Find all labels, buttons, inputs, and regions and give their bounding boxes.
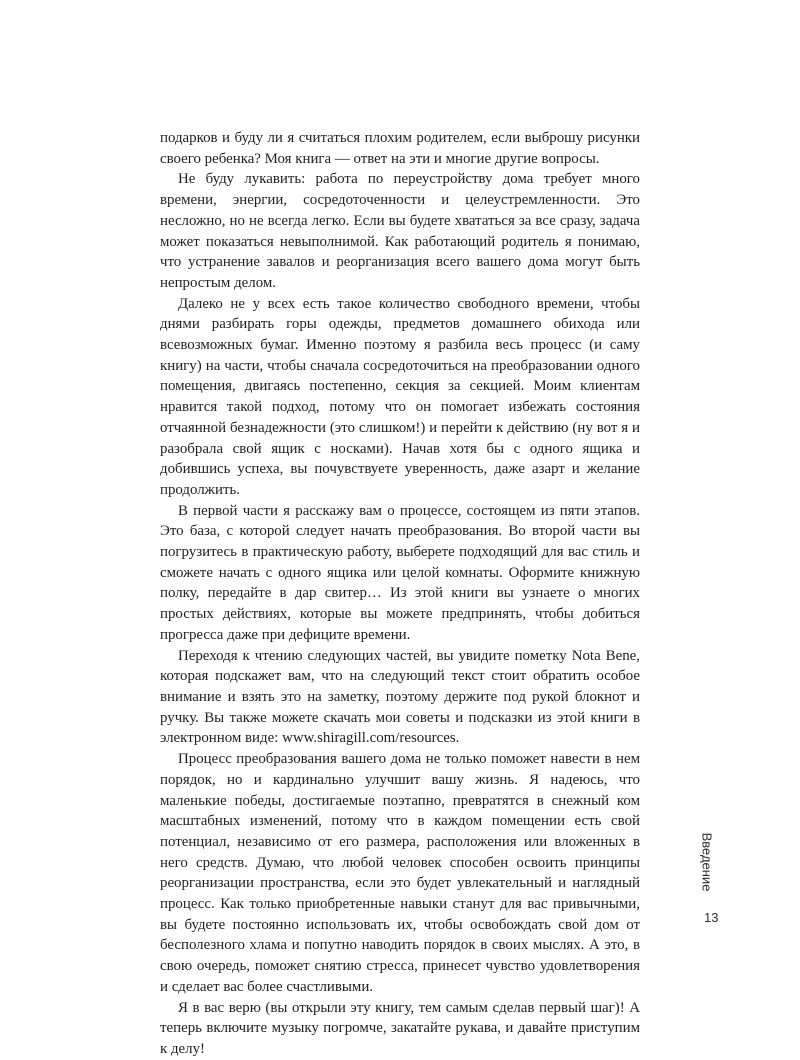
paragraph-3: Далеко не у всех есть такое количество свободного времени, чтобы днями разбирать горы одежды, предметов домашнего обихода или всевозможных бумаг. Именно поэтому я разбила весь процесс (и саму книгу) на части, чтобы сначала сосредоточиться на преобразовании одного помещения, двигаясь постепенно, секция за секцией. Моим клиентам нравится такой подход, потому что он помогает избежать состояния отчаянной безнадежности (это слишком!) и перейти к действию (ну вот я и разобрала свой ящик с носками). Начав хотя бы с одного ящика и добившись успеха, вы почувствуете уверенность, даже азарт и желание продолжить. — [160, 295, 640, 498]
chapter-label-text: Введение — [699, 832, 715, 892]
paragraph-6: Процесс преобразования вашего дома не только поможет навести в нем порядок, но и кардинально улучшит вашу жизнь. Я надеюсь, что маленькие победы, достигаемые поэтапно, превратятся в снежный ком масштабных изменений, потому что в каждом помещении есть свой потенциал, независимо от его размера, расположения или вложенных в него средств. Думаю, что любой человек способен освоить принципы реорганизации пространства, если это будет увлекательный и наглядный процесс. Как только приобретенные навыки станут для вас привычными, вы будете постоянно использовать их, чтобы освобождать свой дом от бесполезного хлама и попутно наводить порядок в своих мыслях. А это, в свою очередь, поможет снятию стресса, принесет чувство удовлетворения и сделает вас более счастливыми. — [160, 751, 640, 995]
paragraph-1: подарков и буду ли я считаться плохим родителем, если выброшу рисунки своего ребенка? Моя книга — ответ на эти и многие другие вопросы. — [160, 130, 640, 167]
page-number: 13 — [704, 910, 719, 925]
paragraph-7: Я в вас верю (вы открыли эту книгу, тем самым сделав первый шаг)! А теперь включите музыку погромче, закатайте рукава, и давайте приступим к делу! — [160, 999, 640, 1057]
paragraph-2: Не буду лукавить: работа по переустройству дома требует много времени, энергии, сосредоточенности и целеустремленности. Это несложно, но не всегда легко. Если вы будете хвататься за все сразу, задача может показаться невыполнимой. Как работающий родитель я понимаю, что устранение завалов и реорганизация всего вашего дома могут быть непростым делом. — [160, 171, 640, 291]
paragraph-4: В первой части я расскажу вам о процессе, состоящем из пяти этапов. Это база, с которой следует начать преобразования. Во второй части вы погрузитесь в практическую работу, выберете подходящий для вас стиль и сможете начать с одного ящика или целой комнаты. Оформите книжную полку, передайте в дар свитер… Из этой книги вы узнаете о многих простых действиях, которые вы можете предпринять, чтобы добиться прогресса даже при дефиците времени. — [160, 502, 640, 643]
body-text — [160, 128, 640, 1060]
chapter-label — [699, 832, 715, 892]
paragraph-5: Переходя к чтению следующих частей, вы увидите пометку Nota Bene, которая подскажет вам, что на следующий текст стоит обратить особое внимание и взять это на заметку, поэтому держите под рукой блокнот и ручку. Вы также можете скачать мои советы и подсказки из этой книги в электронном виде: www.shiragill.com/resources. — [160, 647, 640, 747]
